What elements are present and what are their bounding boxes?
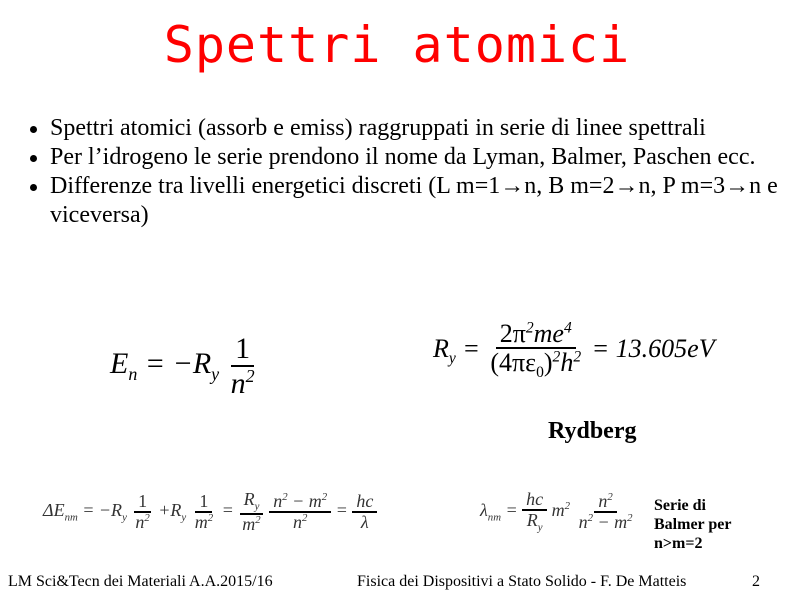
bullet-item: [20, 143, 780, 172]
bullet-dot-icon: [30, 155, 37, 162]
balmer-note-line: Balmer per: [654, 516, 732, 533]
bullet-text: Spettri atomici (assorb e emiss) raggruppati in serie di linee spettrali: [50, 115, 706, 141]
energy-level-formula: $E_n = -R_y$ $\frac{1}{n^2}$: [110, 332, 255, 400]
bullet-text: Differenze tra livelli energetici discreti (L m=1→n, B m=2→n, P m=3→n e viceversa): [50, 173, 778, 228]
page-number: 2: [752, 573, 760, 590]
balmer-note: [654, 496, 784, 553]
balmer-note-line: Serie di: [654, 497, 706, 514]
rydberg-value: 13.605eV: [615, 333, 715, 363]
bullet-text: Per l’idrogeno le serie prendono il nome da Lyman, Balmer, Paschen ecc.: [50, 144, 756, 170]
bullet-item: [20, 114, 780, 143]
bullet-list: [20, 114, 780, 230]
slide-title: Spettri atomici: [163, 16, 631, 74]
footer-course: LM Sci&Tecn dei Materiali A.A.2015/16: [8, 573, 273, 590]
balmer-note-line: n>m=2: [654, 535, 703, 552]
rydberg-label: Rydberg: [548, 418, 637, 444]
bullet-item: [20, 172, 780, 230]
bullet-dot-icon: [30, 184, 37, 191]
energy-difference-formula: $\Delta E_{nm} = -R_y$ $\frac{1}{n^2}$ $+R_y$ $\frac{1}{m^2}$ = $\frac{R_y}{m^2}$ $\frac{n^2 - m^2}{n^2}$ = $\frac{hc}{\lambda}$: [43, 490, 377, 534]
bullet-dot-icon: [30, 126, 37, 133]
footer-course-title: Fisica dei Dispositivi a Stato Solido - F. De Matteis: [357, 573, 687, 590]
wavelength-formula: $\lambda_{nm}$ = $\frac{hc}{R_y}$ $m^2$ $\frac{n^2}{n^2 - m^2}$: [480, 489, 633, 534]
rydberg-constant-formula: $R_y$ = $\frac{2\pi^2me^4}{(4\pi\varepsilon_0)^2h^2}$ = 13.605eV: [433, 319, 715, 382]
